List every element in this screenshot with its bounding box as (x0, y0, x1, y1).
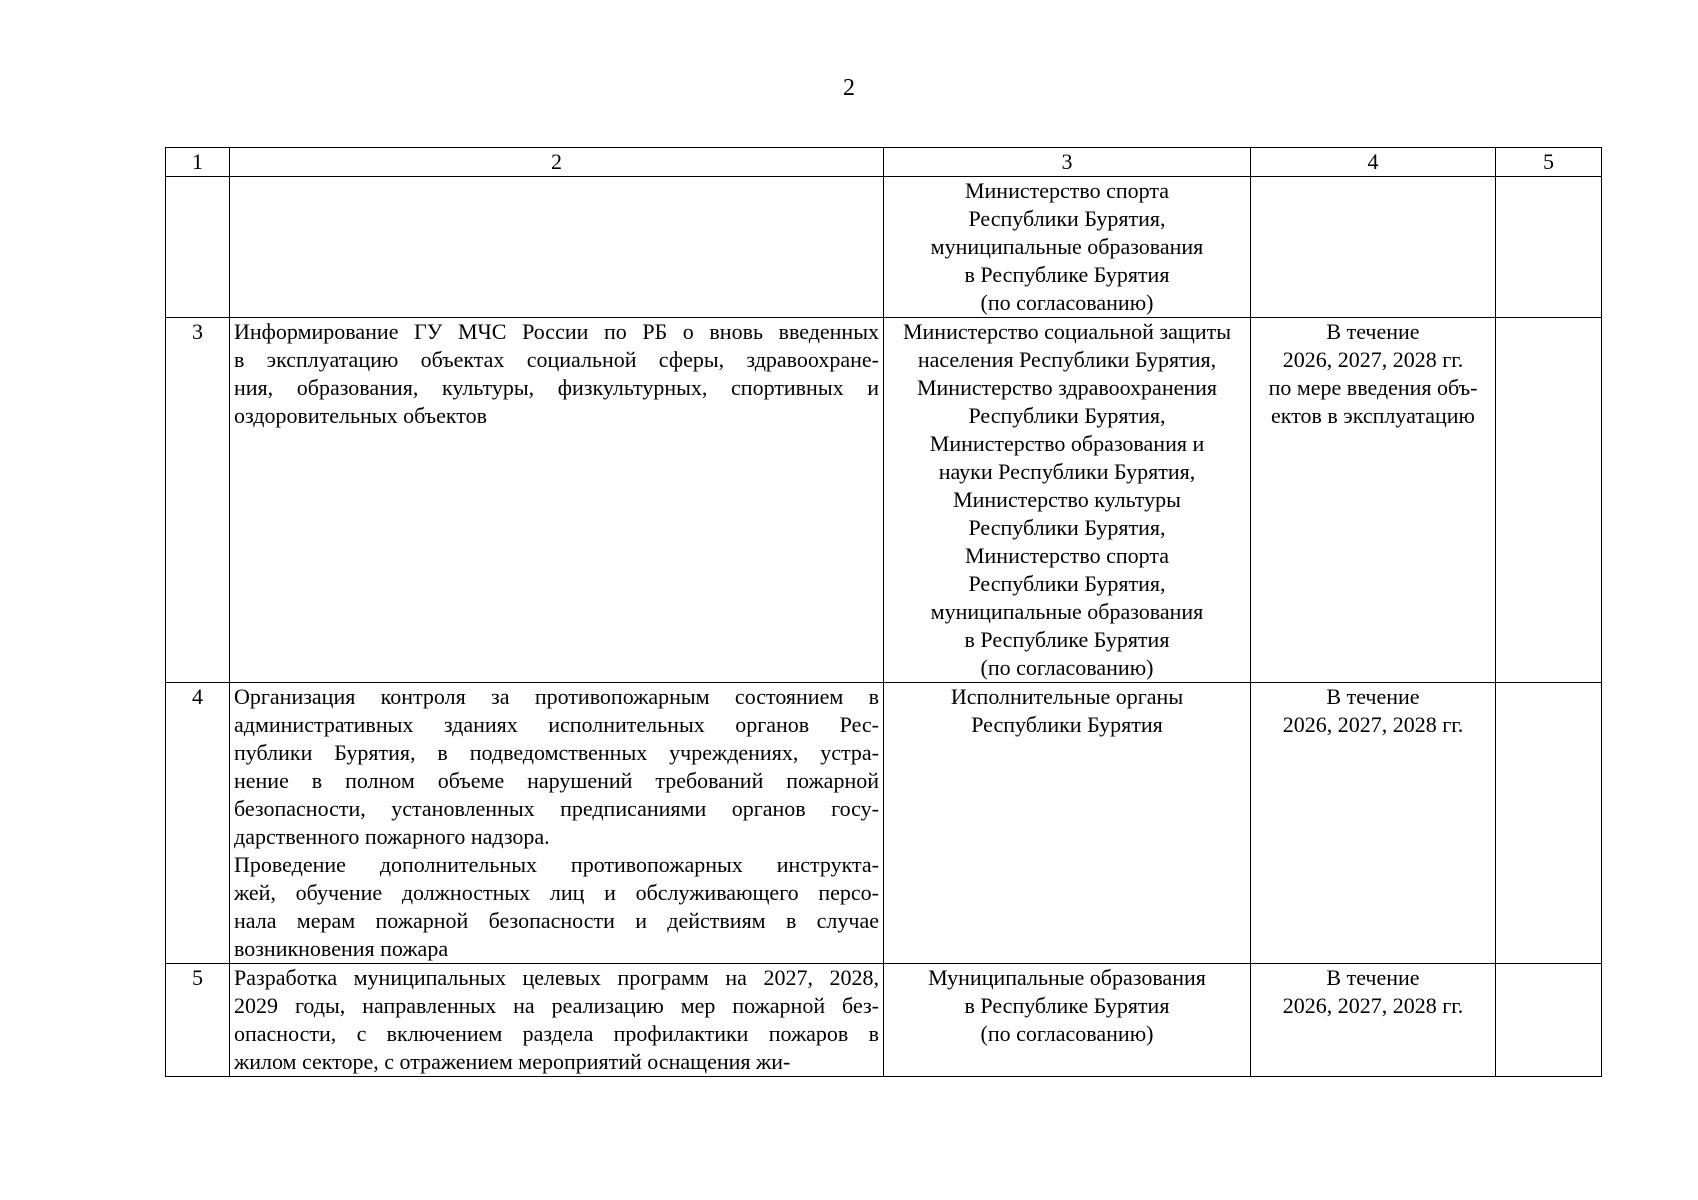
table-row (166, 318, 1602, 683)
executor-text-line: Министерство образования и (929, 431, 1205, 456)
executor-text-line: Исполнительные органы (950, 684, 1184, 709)
measure-text-line: в эксплуатацию объектах социальной сферы, здравоохране- (234, 347, 879, 372)
measure-text-line: нение в полном объеме нарушений требований пожарной (234, 768, 879, 793)
term-text-line: по мере введения объ- (1268, 375, 1478, 400)
row-number: 4 (166, 683, 230, 964)
term-cell (1251, 177, 1496, 318)
executor-text-line: Муниципальные образования (928, 965, 1206, 990)
column-number-1: 1 (166, 148, 230, 177)
measure-text-line: дарственного пожарного надзора. (234, 824, 550, 849)
executor-text-line: муниципальные образования (930, 234, 1204, 259)
term-text-line: ектов в эксплуатацию (1271, 403, 1475, 428)
column-number-2: 2 (230, 148, 884, 177)
table-row (166, 683, 1602, 964)
executor-text-line: науки Республики Бурятия, (938, 459, 1196, 484)
measure-text-line: 2029 годы, направленных на реализацию мер пожарной без- (234, 993, 879, 1018)
term-cell (1251, 318, 1496, 683)
row-number: 3 (166, 318, 230, 683)
executor-text-line: (по согласованию) (980, 655, 1154, 680)
executor-text-line: Республики Бурятия, (968, 206, 1166, 231)
executor-text-line: (по согласованию) (980, 1021, 1154, 1046)
measure-text-line: жилом секторе, с отражением мероприятий оснащения жи- (234, 1049, 791, 1074)
table-header-row (166, 148, 1602, 177)
measure-text-line: безопасности, установленных предписаниями органов госу- (234, 796, 879, 821)
executor-text-line: Министерство спорта (964, 543, 1170, 568)
term-cell (1251, 683, 1496, 964)
term-text-line: 2026, 2027, 2028 гг. (1282, 347, 1464, 372)
term-text-line: 2026, 2027, 2028 гг. (1282, 712, 1464, 737)
measure-text-line: жей, обучение должностных лиц и обслуживающего персо- (234, 880, 879, 905)
executor-text-line: населения Республики Бурятия, (917, 347, 1217, 372)
column-number-4: 4 (1251, 148, 1496, 177)
term-text-line: В течение (1326, 965, 1420, 990)
measure-text-line: ния, образования, культуры, физкультурных, спортивных и (234, 375, 879, 400)
measure-text-line: нала мерам пожарной безопасности и действиям в случае (234, 908, 879, 933)
executor-text-line: в Республике Бурятия (964, 627, 1170, 652)
executor-text-line: Министерство спорта (964, 178, 1170, 203)
term-text-line: В течение (1326, 684, 1420, 709)
term-text-line: 2026, 2027, 2028 гг. (1282, 993, 1464, 1018)
executors-cell (884, 683, 1251, 964)
term-cell (1251, 964, 1496, 1077)
measure-cell (230, 683, 884, 964)
term-text-line: В течение (1326, 319, 1420, 344)
executor-text-line: Республики Бурятия, (968, 571, 1166, 596)
measure-text-line: возникновения пожара (234, 936, 449, 961)
measure-text-line: Информирование ГУ МЧС России по РБ о вновь введенных (234, 319, 879, 344)
executor-text-line: Министерство культуры (953, 487, 1181, 512)
executors-cell (884, 964, 1251, 1077)
note-cell (1496, 177, 1602, 318)
table-row (166, 177, 1602, 318)
measure-cell (230, 318, 884, 683)
note-cell (1496, 683, 1602, 964)
measure-text-line: публики Бурятия, в подведомственных учреждениях, устра- (234, 740, 879, 765)
executors-cell (884, 177, 1251, 318)
executors-cell (884, 318, 1251, 683)
executor-text-line: Республики Бурятия, (968, 403, 1166, 428)
measure-text-line: административных зданиях исполнительных органов Рес- (234, 712, 879, 737)
column-number-3: 3 (884, 148, 1251, 177)
executor-text-line: (по согласованию) (980, 290, 1154, 315)
measure-cell (230, 964, 884, 1077)
measure-text-line: оздоровительных объектов (234, 403, 487, 428)
table-row (166, 964, 1602, 1077)
executor-text-line: Министерство социальной защиты (902, 319, 1232, 344)
row-number (166, 177, 230, 318)
page-number: 2 (843, 75, 855, 101)
executor-text-line: в Республике Бурятия (964, 262, 1170, 287)
measure-text-line: Организация контроля за противопожарным состоянием в (234, 684, 879, 709)
executor-text-line: Республики Бурятия (971, 712, 1163, 737)
column-number-5: 5 (1496, 148, 1602, 177)
executor-text-line: в Республике Бурятия (964, 993, 1170, 1018)
note-cell (1496, 964, 1602, 1077)
row-number: 5 (166, 964, 230, 1077)
measure-text-line: Разработка муниципальных целевых программ на 2027, 2028, (234, 965, 879, 990)
executor-text-line: Республики Бурятия, (968, 515, 1166, 540)
executor-text-line: муниципальные образования (930, 599, 1204, 624)
measure-text-line: Проведение дополнительных противопожарных инструкта- (234, 852, 879, 877)
measures-table (165, 147, 1602, 1077)
measure-text-line: опасности, с включением раздела профилактики пожаров в (234, 1021, 879, 1046)
executor-text-line: Министерство здравоохранения (916, 375, 1218, 400)
note-cell (1496, 318, 1602, 683)
measure-cell (230, 177, 884, 318)
